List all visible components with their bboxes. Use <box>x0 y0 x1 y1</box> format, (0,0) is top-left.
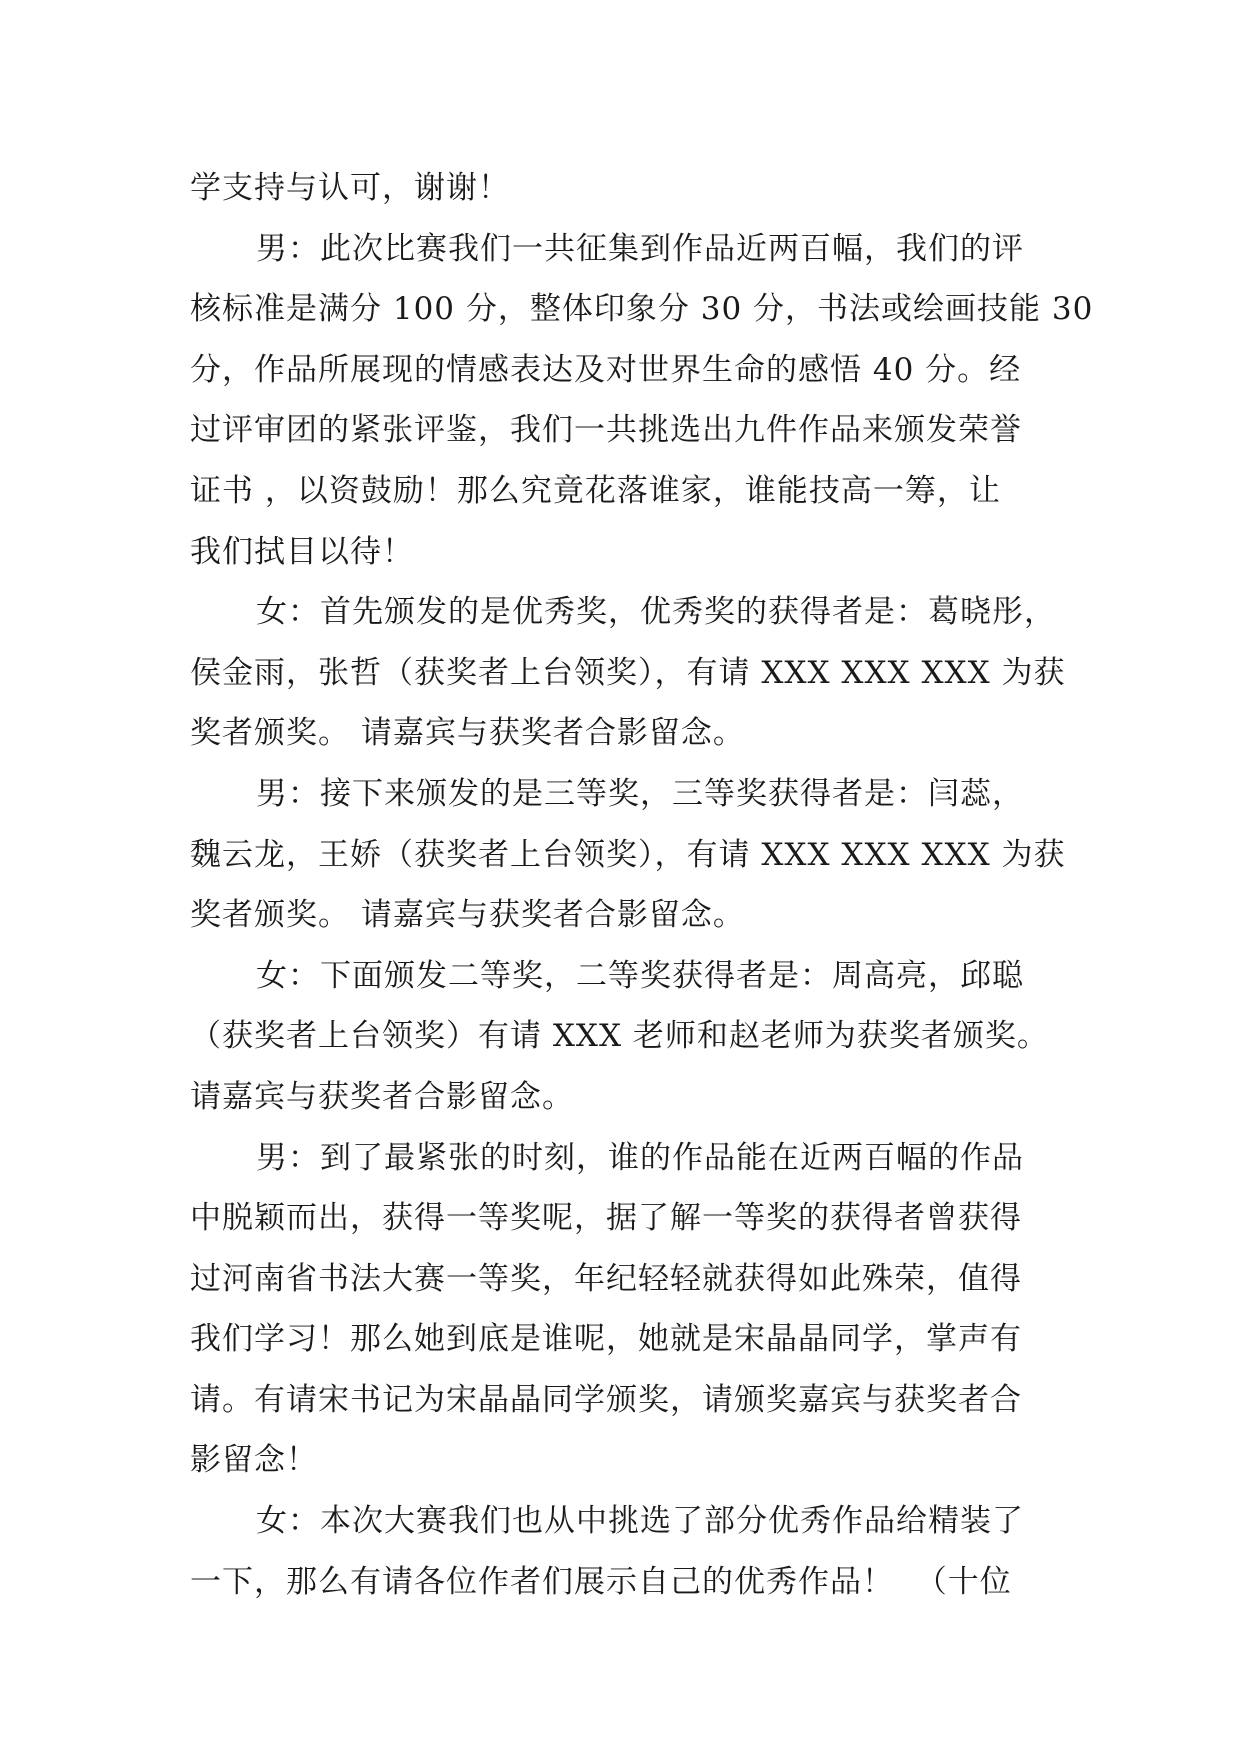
text-line: 核标准是满分 100 分，整体印象分 30 分，书法或绘画技能 30 <box>190 291 1094 328</box>
text-line: 中脱颖而出，获得一等奖呢，据了解一等奖的获得者曾获得 <box>190 1200 1022 1237</box>
text-line: 请。有请宋书记为宋晶晶同学颁奖，请颁奖嘉宾与获奖者合 <box>190 1381 1022 1418</box>
text-line: 男：此次比赛我们一共征集到作品近两百幅，我们的评 <box>256 230 1024 267</box>
text-line: 女：本次大赛我们也从中挑选了部分优秀作品给精装了 <box>256 1503 1024 1540</box>
text-line: 女：首先颁发的是优秀奖，优秀奖的获得者是：葛晓彤， <box>256 594 1056 631</box>
text-line: 男：到了最紧张的时刻，谁的作品能在近两百幅的作品 <box>256 1139 1024 1176</box>
text-line: 过河南省书法大赛一等奖，年纪轻轻就获得如此殊荣，值得 <box>190 1260 1022 1297</box>
text-line: （获奖者上台领奖）有请 XXX 老师和赵老师为获奖者颁奖。 <box>190 1018 1049 1055</box>
text-line: 女：下面颁发二等奖，二等奖获得者是：周高亮，邱聪 <box>256 957 1024 994</box>
document-body <box>190 158 1094 1612</box>
text-line: 我们学习！那么她到底是谁呢，她就是宋晶晶同学，掌声有 <box>190 1321 1022 1358</box>
text-line: 我们拭目以待！ <box>190 533 414 570</box>
text-line: 影留念！ <box>190 1442 318 1479</box>
text-line: 过评审团的紧张评鉴，我们一共挑选出九件作品来颁发荣誉 <box>190 412 1022 449</box>
text-line: 证书 ，以资鼓励！那么究竟花落谁家，谁能技高一筹，让 <box>190 472 1001 509</box>
text-line: 奖者颁奖。 请嘉宾与获奖者合影留念。 <box>190 897 745 934</box>
text-line: 请嘉宾与获奖者合影留念。 <box>190 1078 574 1115</box>
text-line: 侯金雨，张哲（获奖者上台领奖），有请 XXX XXX XXX 为获 <box>190 654 1066 691</box>
text-line: 魏云龙，王娇（获奖者上台领奖），有请 XXX XXX XXX 为获 <box>190 836 1066 873</box>
text-line: 一下，那么有请各位作者们展示自己的优秀作品！ （十位 <box>190 1563 1012 1600</box>
text-line: 男：接下来颁发的是三等奖，三等奖获得者是：闫蕊， <box>256 775 1024 812</box>
text-line: 学支持与认可，谢谢！ <box>190 170 510 206</box>
text-line: 分，作品所展现的情感表达及对世界生命的感悟 40 分。经 <box>190 351 1022 388</box>
text-line: 奖者颁奖。 请嘉宾与获奖者合影留念。 <box>190 715 745 752</box>
